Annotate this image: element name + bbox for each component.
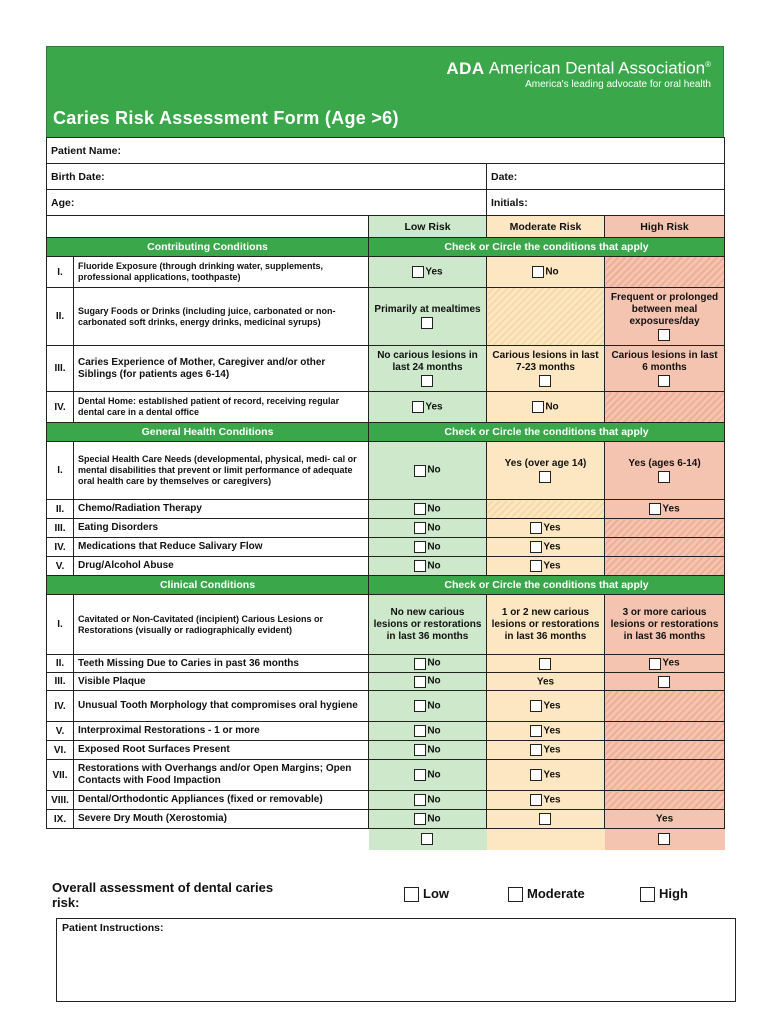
row-number: I. [47, 257, 74, 288]
option-text: No [427, 503, 441, 515]
high-option[interactable] [605, 673, 725, 691]
option-text: No [427, 465, 441, 477]
checkbox[interactable] [649, 503, 661, 515]
form-header [46, 46, 724, 137]
low-option[interactable] [369, 791, 487, 810]
low-option[interactable] [369, 442, 487, 500]
section-check-label: Check or Circle the conditions that apply [369, 423, 725, 442]
table-row [47, 538, 725, 557]
row-label: Severe Dry Mouth (Xerostomia) [74, 810, 369, 829]
date-field[interactable] [487, 164, 725, 190]
low-option[interactable] [369, 741, 487, 760]
checkbox[interactable] [414, 522, 426, 534]
section-general [47, 423, 725, 442]
section-title: General Health Conditions [47, 423, 369, 442]
option-text: No [427, 676, 441, 688]
high-option[interactable] [605, 595, 725, 655]
low-option[interactable] [369, 722, 487, 741]
high-na [605, 760, 725, 791]
ada-name: American Dental Association [488, 58, 706, 78]
moderate-option[interactable] [487, 257, 605, 288]
low-risk-header: Low Risk [369, 216, 487, 238]
row-number: V. [47, 722, 74, 741]
option-text: No [427, 522, 441, 534]
option-text: No [427, 794, 441, 806]
checkbox[interactable] [539, 375, 551, 387]
high-na [605, 722, 725, 741]
high-na [605, 791, 725, 810]
checkbox[interactable] [414, 725, 426, 737]
high-na [605, 741, 725, 760]
low-option[interactable] [369, 288, 487, 346]
row-number: II. [47, 655, 74, 673]
row-number: IV. [47, 392, 74, 423]
row-number: II. [47, 500, 74, 519]
birth-date-label: Birth Date: [51, 170, 105, 183]
moderate-na [487, 500, 605, 519]
row-number: I. [47, 595, 74, 655]
option-text: Primarily at mealtimes [374, 304, 481, 316]
high-option[interactable] [605, 442, 725, 500]
moderate-option[interactable] [487, 442, 605, 500]
table-row [47, 392, 725, 423]
checkbox[interactable] [508, 887, 523, 902]
overall-high-label: High [659, 886, 688, 901]
checkbox[interactable] [530, 700, 542, 712]
high-na [605, 257, 725, 288]
low-option[interactable] [369, 557, 487, 576]
moderate-total[interactable] [487, 829, 605, 850]
checkbox[interactable] [658, 676, 670, 688]
initials-label: Initials: [491, 196, 528, 209]
checkbox[interactable] [530, 794, 542, 806]
patient-name-label: Patient Name: [51, 144, 122, 157]
low-option[interactable] [369, 500, 487, 519]
low-option[interactable] [369, 673, 487, 691]
checkbox[interactable] [414, 700, 426, 712]
checkbox[interactable] [539, 471, 551, 483]
option-text: Yes [543, 744, 561, 756]
high-na [605, 538, 725, 557]
table-row [47, 791, 725, 810]
option-text: Yes [543, 725, 561, 737]
option-text: No [427, 725, 441, 737]
row-label: Exposed Root Surfaces Present [74, 741, 369, 760]
row-label: Interproximal Restorations - 1 or more [74, 722, 369, 741]
checkbox[interactable] [532, 401, 544, 413]
option-text: 1 or 2 new carious lesions or restorations in last 36 months [491, 606, 600, 642]
row-number: IX. [47, 810, 74, 829]
option-text: Yes [543, 794, 561, 806]
checkbox[interactable] [539, 813, 551, 825]
table-row [47, 741, 725, 760]
table-row [47, 257, 725, 288]
form-title: Caries Risk Assessment Form (Age >6) [53, 108, 399, 128]
overall-low-label: Low [423, 886, 449, 901]
moderate-risk-header: Moderate Risk [487, 216, 605, 238]
checkbox[interactable] [414, 794, 426, 806]
row-number: VIII. [47, 791, 74, 810]
option-text: Yes [543, 700, 561, 712]
table-row [47, 595, 725, 655]
ada-reg: ® [705, 60, 711, 69]
overall-high-option[interactable] [640, 886, 688, 902]
moderate-option[interactable] [487, 691, 605, 722]
option-text: No carious lesions in last 24 months [377, 350, 478, 374]
checkbox[interactable] [414, 541, 426, 553]
row-label: Medications that Reduce Salivary Flow [74, 538, 369, 557]
checkbox[interactable] [414, 813, 426, 825]
checkbox[interactable] [658, 471, 670, 483]
high-risk-header: High Risk [605, 216, 725, 238]
totals-blank [47, 829, 369, 850]
low-option[interactable] [369, 760, 487, 791]
row-label: Special Health Care Needs (developmental, physical, medi- cal or mental disabilities that prevent or limit performance of adequate oral health care by themselves or caregivers) [74, 442, 369, 500]
overall-assessment [52, 880, 732, 914]
moderate-option[interactable] [487, 760, 605, 791]
row-number: III. [47, 346, 74, 392]
checkbox[interactable] [414, 503, 426, 515]
high-option[interactable] [605, 655, 725, 673]
table-row [47, 810, 725, 829]
table-row [47, 346, 725, 392]
checkbox[interactable] [530, 769, 542, 781]
checkbox[interactable] [658, 329, 670, 341]
option-text: No [427, 744, 441, 756]
section-title: Clinical Conditions [47, 576, 369, 595]
moderate-option[interactable] [487, 673, 605, 691]
patient-instructions-box[interactable] [56, 918, 736, 1002]
option-text: No [427, 700, 441, 712]
patient-instructions-label: Patient Instructions: [62, 922, 164, 934]
checkbox[interactable] [658, 375, 670, 387]
high-option[interactable] [605, 288, 725, 346]
row-number: V. [47, 557, 74, 576]
checkbox[interactable] [414, 465, 426, 477]
ada-abbr: ADA [446, 58, 485, 78]
option-text: Yes [543, 560, 561, 572]
option-text: No [427, 541, 441, 553]
high-option[interactable] [605, 346, 725, 392]
row-label: Fluoride Exposure (through drinking water, supplements, professional applications, toothpaste) [74, 257, 369, 288]
caries-risk-form [46, 46, 724, 850]
row-label: Chemo/Radiation Therapy [74, 500, 369, 519]
option-text: No [545, 266, 559, 278]
row-label: Eating Disorders [74, 519, 369, 538]
patient-name-field[interactable] [47, 138, 725, 164]
section-check-label: Check or Circle the conditions that apply [369, 238, 725, 257]
option-text: 3 or more carious lesions or restorations in last 36 months [610, 606, 719, 642]
moderate-option[interactable] [487, 810, 605, 829]
table-row [47, 519, 725, 538]
option-text: Carious lesions in last 7-23 months [492, 350, 599, 374]
row-number: I. [47, 442, 74, 500]
row-number: IV. [47, 538, 74, 557]
low-option[interactable] [369, 519, 487, 538]
overall-moderate-label: Moderate [527, 886, 585, 901]
row-number: IV. [47, 691, 74, 722]
ada-logo [446, 55, 711, 91]
checkbox[interactable] [530, 541, 542, 553]
checkbox[interactable] [532, 266, 544, 278]
checkbox[interactable] [649, 658, 661, 670]
table-row [47, 442, 725, 500]
age-label: Age: [51, 196, 75, 209]
option-text: Yes [662, 658, 680, 670]
option-text: Yes [543, 522, 561, 534]
checkbox[interactable] [414, 658, 426, 670]
initials-field[interactable] [487, 190, 725, 216]
totals-row [47, 829, 725, 850]
table-row [47, 500, 725, 519]
high-option[interactable] [605, 810, 725, 829]
high-option[interactable] [605, 500, 725, 519]
checkbox[interactable] [530, 560, 542, 572]
option-text: Carious lesions in last 6 months [611, 350, 718, 374]
checkbox[interactable] [530, 744, 542, 756]
low-option[interactable] [369, 257, 487, 288]
moderate-option[interactable] [487, 538, 605, 557]
option-text: No [427, 769, 441, 781]
row-label: Dental Home: established patient of record, receiving regular dental care in a dental office [74, 392, 369, 423]
row-number: VI. [47, 741, 74, 760]
overall-moderate-option[interactable] [508, 886, 585, 902]
row-label: Teeth Missing Due to Caries in past 36 months [74, 655, 369, 673]
checkbox[interactable] [414, 560, 426, 572]
checkbox[interactable] [421, 833, 433, 845]
row-label: Sugary Foods or Drinks (including juice, carbonated or non-carbonated soft drinks, energy drinks, medicinal syrups) [74, 288, 369, 346]
birth-date-field[interactable] [47, 164, 487, 190]
ada-tagline: America's leading advocate for oral health [525, 78, 711, 90]
assessment-table [46, 137, 725, 850]
option-text: Yes (over age 14) [504, 458, 587, 470]
row-number: II. [47, 288, 74, 346]
section-check-label: Check or Circle the conditions that apply [369, 576, 725, 595]
option-text: No [427, 560, 441, 572]
high-total[interactable] [605, 829, 725, 850]
high-na [605, 557, 725, 576]
checkbox[interactable] [539, 658, 551, 670]
low-total[interactable] [369, 829, 487, 850]
low-option[interactable] [369, 538, 487, 557]
option-text: Yes [662, 503, 680, 515]
moderate-option[interactable] [487, 741, 605, 760]
low-option[interactable] [369, 691, 487, 722]
option-text: Frequent or prolonged between meal exposures/day [610, 292, 719, 328]
row-label: Restorations with Overhangs and/or Open Margins; Open Contacts with Food Impaction [74, 760, 369, 791]
table-row [47, 557, 725, 576]
option-text: Yes (ages 6-14) [628, 458, 701, 470]
high-na [605, 691, 725, 722]
option-text: Yes [425, 266, 443, 278]
checkbox[interactable] [658, 833, 670, 845]
checkbox[interactable] [412, 266, 424, 278]
row-label: Unusual Tooth Morphology that compromises oral hygiene [74, 691, 369, 722]
moderate-option[interactable] [487, 557, 605, 576]
option-text: Yes [543, 769, 561, 781]
checkbox[interactable] [414, 769, 426, 781]
checkbox[interactable] [530, 725, 542, 737]
table-row [47, 691, 725, 722]
moderate-option[interactable] [487, 519, 605, 538]
low-option[interactable] [369, 392, 487, 423]
checkbox[interactable] [404, 887, 419, 902]
table-row [47, 722, 725, 741]
overall-title: Overall assessment of dental caries risk: [52, 880, 274, 910]
option-text: No [545, 401, 559, 413]
moderate-na [487, 288, 605, 346]
option-text: Yes [543, 541, 561, 553]
row-label: Caries Experience of Mother, Caregiver and/or other Siblings (for patients ages 6-14) [74, 346, 369, 392]
date-label: Date: [491, 170, 518, 183]
checkbox[interactable] [530, 522, 542, 534]
checkbox[interactable] [421, 375, 433, 387]
row-number: VII. [47, 760, 74, 791]
row-label: Drug/Alcohol Abuse [74, 557, 369, 576]
row-label: Dental/Orthodontic Appliances (fixed or removable) [74, 791, 369, 810]
checkbox[interactable] [414, 744, 426, 756]
checkbox[interactable] [640, 887, 655, 902]
checkbox[interactable] [421, 317, 433, 329]
low-option[interactable] [369, 595, 487, 655]
moderate-option[interactable] [487, 346, 605, 392]
section-contributing [47, 238, 725, 257]
overall-low-option[interactable] [404, 886, 449, 902]
low-option[interactable] [369, 655, 487, 673]
option-text: No new carious lesions or restorations in last 36 months [373, 606, 482, 642]
option-text: No [427, 813, 441, 825]
checkbox[interactable] [414, 676, 426, 688]
high-na [605, 392, 725, 423]
row-label: Visible Plaque [74, 673, 369, 691]
option-text: Yes [536, 676, 555, 688]
moderate-option[interactable] [487, 791, 605, 810]
moderate-option[interactable] [487, 595, 605, 655]
row-number: III. [47, 673, 74, 691]
table-row [47, 760, 725, 791]
low-option[interactable] [369, 346, 487, 392]
checkbox[interactable] [412, 401, 424, 413]
section-title: Contributing Conditions [47, 238, 369, 257]
option-text: Yes [655, 813, 674, 825]
high-na [605, 519, 725, 538]
option-text: Yes [425, 401, 443, 413]
table-row [47, 673, 725, 691]
table-row [47, 655, 725, 673]
row-label: Cavitated or Non-Cavitated (incipient) Carious Lesions or Restorations (visually or radiographically evident) [74, 595, 369, 655]
row-number: III. [47, 519, 74, 538]
low-option[interactable] [369, 810, 487, 829]
header-blank [47, 216, 369, 238]
table-row [47, 288, 725, 346]
moderate-option[interactable] [487, 655, 605, 673]
moderate-option[interactable] [487, 722, 605, 741]
option-text: No [427, 658, 441, 670]
section-clinical [47, 576, 725, 595]
age-field[interactable] [47, 190, 487, 216]
moderate-option[interactable] [487, 392, 605, 423]
